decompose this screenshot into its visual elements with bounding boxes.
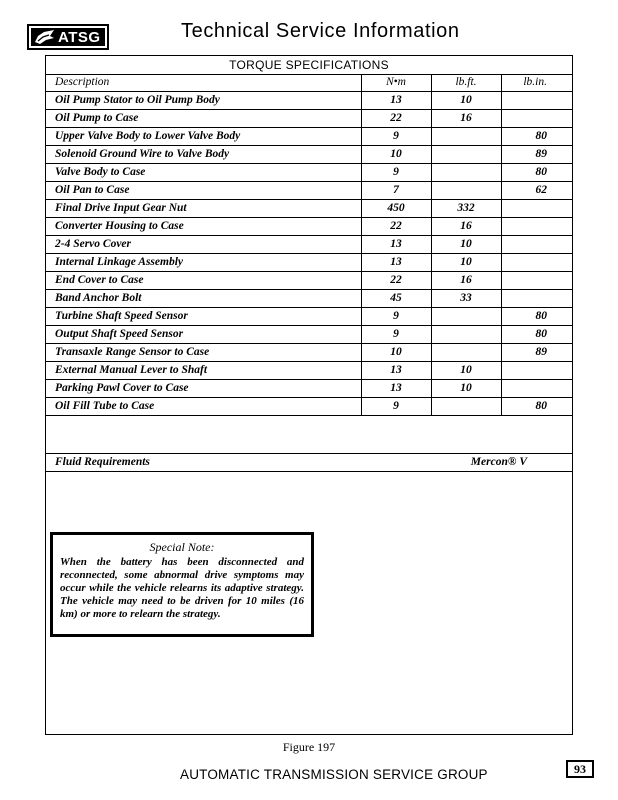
cell-nm: 9	[361, 164, 431, 182]
cell-lbin	[501, 200, 573, 218]
cell-lbft	[431, 182, 501, 200]
cell-lbin: 80	[501, 164, 573, 182]
cell-lbft	[431, 164, 501, 182]
blank-row	[46, 419, 572, 454]
cell-lbft	[431, 128, 501, 146]
cell-lbft: 10	[431, 236, 501, 254]
table-row	[46, 236, 573, 254]
cell-lbin: 80	[501, 128, 573, 146]
cell-nm: 22	[361, 110, 431, 128]
cell-description: External Manual Lever to Shaft	[46, 362, 361, 380]
column-header-lbin: lb.in.	[501, 74, 573, 92]
cell-lbft: 16	[431, 272, 501, 290]
table-row	[46, 92, 573, 110]
cell-description: Band Anchor Bolt	[46, 290, 361, 308]
table-row	[46, 380, 573, 398]
cell-lbft: 33	[431, 290, 501, 308]
cell-lbin	[501, 254, 573, 272]
cell-nm: 13	[361, 362, 431, 380]
table-row	[46, 110, 573, 128]
cell-nm: 13	[361, 380, 431, 398]
cell-lbft: 10	[431, 254, 501, 272]
special-note-body: When the battery has been disconnected and reconnected, some abnormal drive symptoms may occur while the vehicle relearns its adaptive strategy. The vehicle may need to be driven for 10 miles (16 km) or more to relearn the strategy.	[60, 556, 304, 620]
cell-nm: 22	[361, 272, 431, 290]
table-row	[46, 362, 573, 380]
cell-nm: 9	[361, 128, 431, 146]
column-header-lbft: lb.ft.	[431, 74, 501, 92]
cell-lbin	[501, 218, 573, 236]
cell-lbin	[501, 236, 573, 254]
cell-lbft: 16	[431, 110, 501, 128]
torque-table-body	[46, 92, 573, 416]
cell-lbft	[431, 344, 501, 362]
table-row	[46, 146, 573, 164]
special-note-box	[50, 532, 314, 637]
logo-text: ATSG	[58, 28, 101, 46]
cell-lbft: 10	[431, 380, 501, 398]
cell-description: Parking Pawl Cover to Case	[46, 380, 361, 398]
table-row	[46, 344, 573, 362]
cell-nm: 22	[361, 218, 431, 236]
table-row	[46, 290, 573, 308]
cell-nm: 13	[361, 92, 431, 110]
cell-lbin	[501, 92, 573, 110]
cell-nm: 10	[361, 146, 431, 164]
cell-lbin: 89	[501, 344, 573, 362]
table-row	[46, 200, 573, 218]
cell-lbft: 16	[431, 218, 501, 236]
table-row	[46, 398, 573, 416]
cell-lbin	[501, 272, 573, 290]
cell-nm: 9	[361, 308, 431, 326]
table-row	[46, 218, 573, 236]
page-number: 93	[566, 760, 594, 778]
cell-lbin: 89	[501, 146, 573, 164]
footer-text: AUTOMATIC TRANSMISSION SERVICE GROUP	[180, 767, 488, 782]
fluid-requirements-row	[46, 453, 572, 472]
cell-lbft: 10	[431, 362, 501, 380]
page-title: Technical Service Information	[181, 20, 460, 42]
cell-lbin: 80	[501, 308, 573, 326]
cell-lbin	[501, 380, 573, 398]
cell-nm: 13	[361, 254, 431, 272]
cell-lbft	[431, 326, 501, 344]
cell-lbin	[501, 290, 573, 308]
cell-description: 2-4 Servo Cover	[46, 236, 361, 254]
table-title: TORQUE SPECIFICATIONS	[46, 56, 572, 75]
torque-table	[46, 74, 573, 416]
column-header-nm: N•m	[361, 74, 431, 92]
fluid-requirements-value: Mercon® V	[470, 456, 527, 468]
cell-description: Internal Linkage Assembly	[46, 254, 361, 272]
cell-description: Upper Valve Body to Lower Valve Body	[46, 128, 361, 146]
cell-description: Transaxle Range Sensor to Case	[46, 344, 361, 362]
cell-nm: 45	[361, 290, 431, 308]
table-row	[46, 308, 573, 326]
cell-lbft	[431, 146, 501, 164]
cell-description: Final Drive Input Gear Nut	[46, 200, 361, 218]
cell-nm: 9	[361, 326, 431, 344]
column-header-description: Description	[46, 74, 361, 92]
cell-description: Oil Pan to Case	[46, 182, 361, 200]
atsg-logo	[27, 24, 109, 50]
table-header-row	[46, 74, 573, 92]
cell-description: Turbine Shaft Speed Sensor	[46, 308, 361, 326]
cell-description: Oil Pump Stator to Oil Pump Body	[46, 92, 361, 110]
table-row	[46, 272, 573, 290]
cell-description: Output Shaft Speed Sensor	[46, 326, 361, 344]
cell-lbin: 80	[501, 326, 573, 344]
cell-lbft	[431, 308, 501, 326]
cell-description: Oil Fill Tube to Case	[46, 398, 361, 416]
cell-nm: 7	[361, 182, 431, 200]
cell-lbft: 10	[431, 92, 501, 110]
fluid-requirements-label: Fluid Requirements	[55, 456, 150, 468]
cell-description: Solenoid Ground Wire to Valve Body	[46, 146, 361, 164]
cell-lbin	[501, 110, 573, 128]
cell-nm: 10	[361, 344, 431, 362]
table-row	[46, 254, 573, 272]
cell-description: Converter Housing to Case	[46, 218, 361, 236]
cell-nm: 9	[361, 398, 431, 416]
car-silhouette-icon	[34, 28, 56, 46]
cell-nm: 450	[361, 200, 431, 218]
cell-lbin: 62	[501, 182, 573, 200]
cell-lbin: 80	[501, 398, 573, 416]
table-row	[46, 182, 573, 200]
cell-lbft	[431, 398, 501, 416]
table-row	[46, 326, 573, 344]
cell-lbin	[501, 362, 573, 380]
cell-description: End Cover to Case	[46, 272, 361, 290]
cell-lbft: 332	[431, 200, 501, 218]
cell-description: Valve Body to Case	[46, 164, 361, 182]
logo-badge	[31, 28, 105, 46]
cell-nm: 13	[361, 236, 431, 254]
cell-description: Oil Pump to Case	[46, 110, 361, 128]
table-row	[46, 164, 573, 182]
special-note-title: Special Note:	[149, 540, 215, 554]
figure-caption: Figure 197	[282, 740, 336, 754]
table-row	[46, 128, 573, 146]
